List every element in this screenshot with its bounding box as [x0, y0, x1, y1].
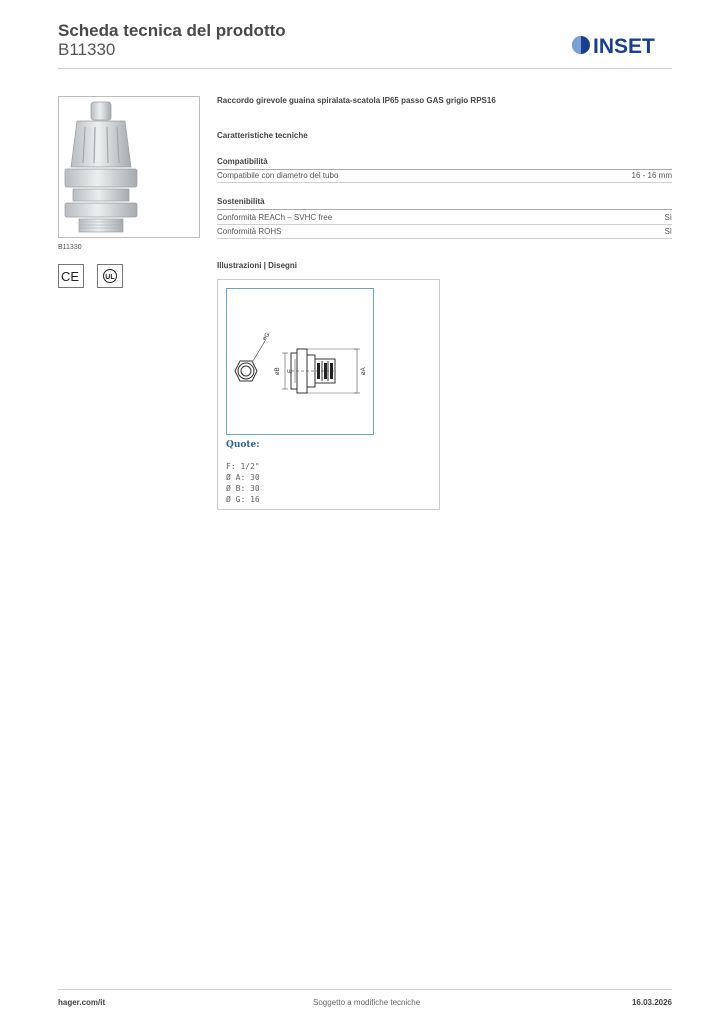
- page-title: Scheda tecnica del prodotto: [58, 21, 286, 40]
- product-description: Raccordo girevole guaina spiralata-scatola IP65 passo GAS grigio RPS16: [217, 96, 496, 105]
- quote-line: Ø A: 30: [226, 473, 260, 482]
- quote-line: Ø B: 30: [226, 484, 260, 493]
- label-a: øA: [361, 367, 367, 375]
- label-g: øG: [261, 331, 272, 343]
- product-photo: [58, 96, 200, 238]
- logo-text: INSET: [593, 35, 655, 56]
- table-row: [217, 169, 672, 183]
- row-value: Sì: [664, 213, 672, 222]
- footer-note: Soggetto a modifiche tecniche: [313, 998, 421, 1007]
- table-row: [217, 211, 672, 225]
- tech-section-title: Caratteristiche tecniche: [217, 131, 308, 140]
- label-f: F: [288, 369, 294, 373]
- footer-website-link[interactable]: hager.com/it: [58, 998, 106, 1007]
- row-value: Sì: [664, 227, 672, 236]
- technical-drawing: [226, 288, 374, 435]
- quote-title: Quote:: [226, 440, 260, 450]
- quote-line: F: 1/2": [226, 462, 260, 471]
- header-divider: [58, 68, 672, 69]
- quote-line: Ø G: 16: [226, 495, 260, 504]
- svg-text:UL: UL: [105, 274, 115, 281]
- row-label: Conformità REACh – SVHC free: [217, 213, 333, 222]
- inset-logo: [571, 34, 674, 56]
- footer-date: 16.03.2026: [631, 998, 672, 1007]
- group-compatibility-title: Compatibilità: [217, 157, 672, 170]
- ce-mark-icon: [58, 264, 84, 288]
- row-value: 16 - 16 mm: [631, 171, 672, 180]
- footer-divider: [58, 989, 672, 990]
- drawing-panel: [217, 279, 440, 510]
- group-sustainability-title: Sostenibilità: [217, 197, 672, 210]
- product-code: B11330: [58, 40, 116, 59]
- svg-text:CE: CE: [61, 269, 80, 284]
- row-label: Conformità ROHS: [217, 227, 282, 236]
- table-row: [217, 225, 672, 239]
- illustrations-title: Illustrazioni | Disegni: [217, 261, 298, 270]
- row-label: Compatibile con diametro del tubo: [217, 171, 339, 180]
- label-b: øB: [275, 367, 281, 375]
- ul-mark-icon: [97, 264, 123, 288]
- photo-caption: B11330: [58, 244, 82, 251]
